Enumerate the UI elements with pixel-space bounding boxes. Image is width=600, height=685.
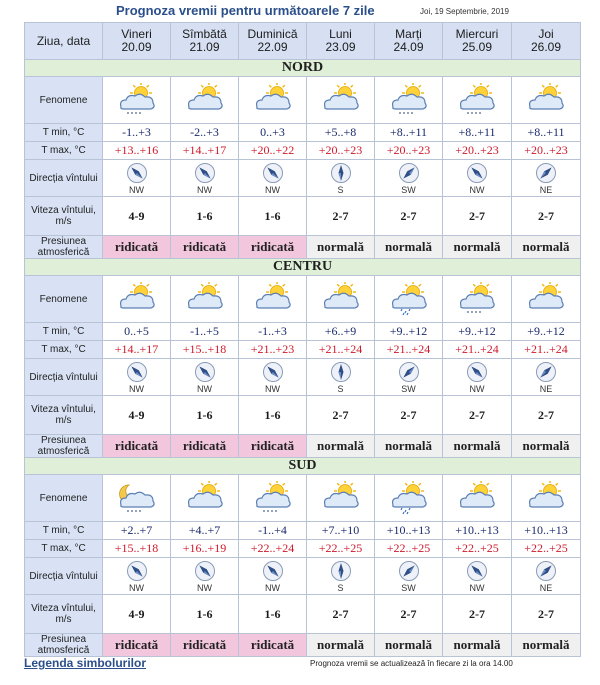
tmin-value: -2..+3 [171,124,239,142]
wind-speed-value: 1-6 [239,396,307,435]
header-label: Ziua, data [25,23,103,60]
wind-direction: NW [103,162,170,195]
wind-speed-row [25,396,581,435]
weather-cell [443,276,512,323]
wind-speed-value: 2-7 [375,197,443,236]
header-row [25,23,581,60]
day-date: 24.09 [393,40,424,54]
tmax-value: +22..+25 [512,540,581,558]
row-label: Viteza vîntului, m/s [25,396,103,435]
row-label: Fenomene [25,77,103,124]
pressure-value: normală [307,236,375,259]
wind-direction: NW [171,162,238,195]
weather-cell [307,276,375,323]
tmax-value: +21..+24 [375,341,443,359]
tmin-value: +10..+13 [375,522,443,540]
sun-cloud-icon [183,481,227,515]
tmax-value: +21..+24 [307,341,375,359]
sun-cloud-icon [319,83,363,117]
wind-speed-value: 2-7 [307,595,375,634]
wind-direction-cell [307,160,375,197]
weather-cell [512,475,581,522]
wind-direction-cell [512,558,581,595]
wind-direction-cell [443,359,512,396]
tmax-value: +22..+25 [443,540,512,558]
wind-direction-cell [307,558,375,595]
pressure-row [25,236,581,259]
wind-speed-value: 4-9 [103,197,171,236]
sun-cloud-icon [183,83,227,117]
wind-direction-cell [375,359,443,396]
weather-cell [171,276,239,323]
wind-speed-value: 1-6 [171,396,239,435]
weather-cell [307,77,375,124]
day-name: Sîmbătă [182,27,227,41]
weather-cell [375,475,443,522]
pressure-value: normală [512,236,581,259]
wind-direction: NW [443,162,511,195]
pressure-value: ridicată [171,435,239,458]
tmin-value: +8..+11 [443,124,512,142]
wind-speed-value: 2-7 [512,396,581,435]
tmin-value: +5..+8 [307,124,375,142]
compass-icon [398,560,420,582]
sun-cloud-dots-icon [251,481,295,515]
pressure-value: normală [375,634,443,657]
row-label: T max, °C [25,341,103,359]
compass-icon [194,560,216,582]
sun-cloud-dots-icon [455,282,499,316]
sun-cloud-icon [524,282,568,316]
wind-speed-value: 2-7 [375,595,443,634]
wind-direction: NE [512,560,580,593]
tmax-row [25,142,581,160]
wind-direction: NW [103,560,170,593]
pressure-value: normală [307,435,375,458]
wind-direction-cell [443,160,512,197]
pressure-value: ridicată [239,634,307,657]
wind-speed-value: 1-6 [239,197,307,236]
wind-direction-cell [171,359,239,396]
tmin-value: 0..+5 [103,323,171,341]
row-label: T max, °C [25,540,103,558]
region-row [25,458,581,475]
day-date: 22.09 [257,40,288,54]
tmin-value: +9..+12 [443,323,512,341]
tmin-value: +9..+12 [375,323,443,341]
tmax-value: +22..+25 [375,540,443,558]
wind-speed-row [25,595,581,634]
pressure-value: normală [512,634,581,657]
wind-speed-value: 2-7 [443,595,512,634]
row-label: T min, °C [25,522,103,540]
day-name: Marți [395,27,422,41]
wind-direction-cell [103,160,171,197]
current-date: Joi, 19 Septembrie, 2019 [420,7,509,16]
weather-cell [375,77,443,124]
day-header [239,23,307,60]
compass-icon [466,162,488,184]
wind-direction-cell [375,558,443,595]
compass-icon [398,162,420,184]
tmax-value: +21..+24 [443,341,512,359]
sun-cloud-icon [115,282,159,316]
row-label: T min, °C [25,124,103,142]
wind-speed-value: 2-7 [307,197,375,236]
pressure-value: ridicată [103,634,171,657]
day-header [103,23,171,60]
compass-icon [330,162,352,184]
row-label: T max, °C [25,142,103,160]
sun-cloud-icon [319,282,363,316]
wind-direction: NW [443,560,511,593]
sun-cloud-icon [251,83,295,117]
tmax-value: +20..+23 [512,142,581,160]
moon-cloud-dots-icon [115,481,159,515]
wind-speed-value: 1-6 [171,595,239,634]
tmax-value: +20..+23 [307,142,375,160]
day-name: Luni [329,27,352,41]
region-row [25,259,581,276]
wind-direction: NW [171,560,238,593]
phenomena-row [25,77,581,124]
compass-icon [194,162,216,184]
tmax-value: +22..+25 [307,540,375,558]
pressure-row [25,634,581,657]
pressure-value: normală [307,634,375,657]
sun-cloud-dots-icon [115,83,159,117]
tmin-row [25,323,581,341]
weather-cell [103,77,171,124]
day-header [512,23,581,60]
pressure-value: normală [443,236,512,259]
tmin-row [25,124,581,142]
compass-icon [262,162,284,184]
day-header [171,23,239,60]
wind-direction: NW [239,560,306,593]
weather-cell [443,77,512,124]
day-date: 20.09 [121,40,152,54]
wind-direction: S [307,361,374,394]
tmin-value: +2..+7 [103,522,171,540]
wind-direction-cell [307,359,375,396]
compass-icon [535,361,557,383]
wind-direction: NW [171,361,238,394]
row-label: Viteza vîntului, m/s [25,197,103,236]
tmax-value: +13..+16 [103,142,171,160]
day-name: Vineri [121,27,152,41]
sun-cloud-icon [319,481,363,515]
compass-icon [535,162,557,184]
pressure-value: ridicată [239,435,307,458]
sun-cloud-dots-icon [455,83,499,117]
wind-direction: NW [103,361,170,394]
weather-cell [512,77,581,124]
compass-icon [330,560,352,582]
tmax-value: +20..+23 [375,142,443,160]
tmax-value: +22..+24 [239,540,307,558]
day-date: 26.09 [530,40,562,54]
wind-direction: NE [512,162,580,195]
pressure-value: normală [375,236,443,259]
sun-cloud-icon [183,282,227,316]
sun-cloud-rain-icon [387,282,431,316]
wind-speed-value: 4-9 [103,396,171,435]
compass-icon [194,361,216,383]
tmin-value: -1..+5 [171,323,239,341]
pressure-row [25,435,581,458]
sun-cloud-icon [251,282,295,316]
region-name: CENTRU [25,259,581,276]
tmin-value: +7..+10 [307,522,375,540]
wind-direction: SW [375,560,442,593]
wind-speed-value: 2-7 [443,197,512,236]
region-row [25,60,581,77]
tmin-value: +8..+11 [512,124,581,142]
page-header [0,2,600,20]
region-name: SUD [25,458,581,475]
page-title: Prognoza vremii pentru următoarele 7 zile [116,3,375,18]
sun-cloud-icon [524,83,568,117]
tmin-row [25,522,581,540]
wind-speed-value: 2-7 [307,396,375,435]
day-header [307,23,375,60]
compass-icon [262,560,284,582]
phenomena-row [25,475,581,522]
compass-icon [330,361,352,383]
day-name: Duminică [247,27,298,41]
sun-cloud-dots-icon [387,83,431,117]
tmin-value: +10..+13 [443,522,512,540]
wind-direction-cell [171,160,239,197]
tmin-value: -1..+3 [239,323,307,341]
weather-cell [239,77,307,124]
tmin-value: +6..+9 [307,323,375,341]
tmax-value: +20..+23 [443,142,512,160]
wind-direction-cell [443,558,512,595]
day-header [443,23,512,60]
compass-icon [466,361,488,383]
tmax-row [25,540,581,558]
row-label: Presiunea atmosferică [25,634,103,657]
tmin-value: +10..+13 [512,522,581,540]
update-note: Prognoza vremii se actualizează în fiecare zi la ora 14.00 [310,659,513,668]
tmax-value: +20..+22 [239,142,307,160]
pressure-value: ridicată [103,236,171,259]
wind-speed-value: 1-6 [239,595,307,634]
tmax-value: +15..+18 [171,341,239,359]
tmin-value: 0..+3 [239,124,307,142]
wind-direction: NW [239,361,306,394]
compass-icon [535,560,557,582]
compass-icon [466,560,488,582]
wind-direction: S [307,162,374,195]
pressure-value: normală [512,435,581,458]
compass-icon [262,361,284,383]
compass-icon [126,162,148,184]
row-label: Direcția vîntului [25,558,103,595]
row-label: Presiunea atmosferică [25,236,103,259]
sun-cloud-icon [455,481,499,515]
row-label: T min, °C [25,323,103,341]
tmin-value: +4..+7 [171,522,239,540]
forecast-table [24,22,581,657]
pressure-value: normală [443,435,512,458]
wind-direction: NW [239,162,306,195]
day-date: 23.09 [325,40,356,54]
row-label: Fenomene [25,475,103,522]
tmax-value: +14..+17 [171,142,239,160]
day-header [375,23,443,60]
pressure-value: ridicată [171,236,239,259]
weather-cell [103,475,171,522]
weather-cell [239,475,307,522]
wind-speed-value: 2-7 [512,197,581,236]
tmin-value: -1..+4 [239,522,307,540]
pressure-value: ridicată [171,634,239,657]
tmin-value: +9..+12 [512,323,581,341]
weather-cell [103,276,171,323]
wind-direction-row [25,558,581,595]
tmax-value: +16..+19 [171,540,239,558]
pressure-value: ridicată [239,236,307,259]
compass-icon [126,560,148,582]
wind-speed-value: 2-7 [375,396,443,435]
pressure-value: normală [375,435,443,458]
wind-direction: NW [443,361,511,394]
wind-direction: SW [375,162,442,195]
wind-speed-row [25,197,581,236]
region-name: NORD [25,60,581,77]
wind-direction-cell [103,359,171,396]
tmin-value: +8..+11 [375,124,443,142]
row-label: Fenomene [25,276,103,323]
row-label: Viteza vîntului, m/s [25,595,103,634]
phenomena-row [25,276,581,323]
wind-direction-cell [239,160,307,197]
day-date: 25.09 [461,40,493,54]
wind-direction: SW [375,361,442,394]
weather-cell [512,276,581,323]
wind-direction-row [25,160,581,197]
sun-cloud-icon [524,481,568,515]
row-label: Direcția vîntului [25,359,103,396]
wind-direction-row [25,359,581,396]
wind-speed-value: 2-7 [512,595,581,634]
wind-direction: NE [512,361,580,394]
compass-icon [126,361,148,383]
row-label: Direcția vîntului [25,160,103,197]
wind-speed-value: 1-6 [171,197,239,236]
wind-direction-cell [239,359,307,396]
tmax-value: +21..+23 [239,341,307,359]
day-name: Miercuri [455,27,499,41]
wind-direction-cell [171,558,239,595]
tmax-row [25,341,581,359]
pressure-value: normală [443,634,512,657]
wind-direction-cell [375,160,443,197]
tmin-value: -1..+3 [103,124,171,142]
compass-icon [398,361,420,383]
tmax-value: +14..+17 [103,341,171,359]
tmax-value: +15..+18 [103,540,171,558]
pressure-value: ridicată [103,435,171,458]
weather-cell [239,276,307,323]
weather-cell [171,77,239,124]
wind-speed-value: 4-9 [103,595,171,634]
wind-speed-value: 2-7 [443,396,512,435]
weather-cell [443,475,512,522]
wind-direction-cell [512,160,581,197]
wind-direction-cell [239,558,307,595]
sun-cloud-rain-icon [387,481,431,515]
wind-direction-cell [103,558,171,595]
legend-link[interactable]: Legenda simbolurilor [24,656,147,670]
day-name: Joi [538,27,554,41]
weather-cell [171,475,239,522]
day-date: 21.09 [189,40,220,54]
wind-direction: S [307,560,374,593]
tmax-value: +21..+24 [512,341,581,359]
wind-direction-cell [512,359,581,396]
weather-cell [375,276,443,323]
row-label: Presiunea atmosferică [25,435,103,458]
weather-cell [307,475,375,522]
